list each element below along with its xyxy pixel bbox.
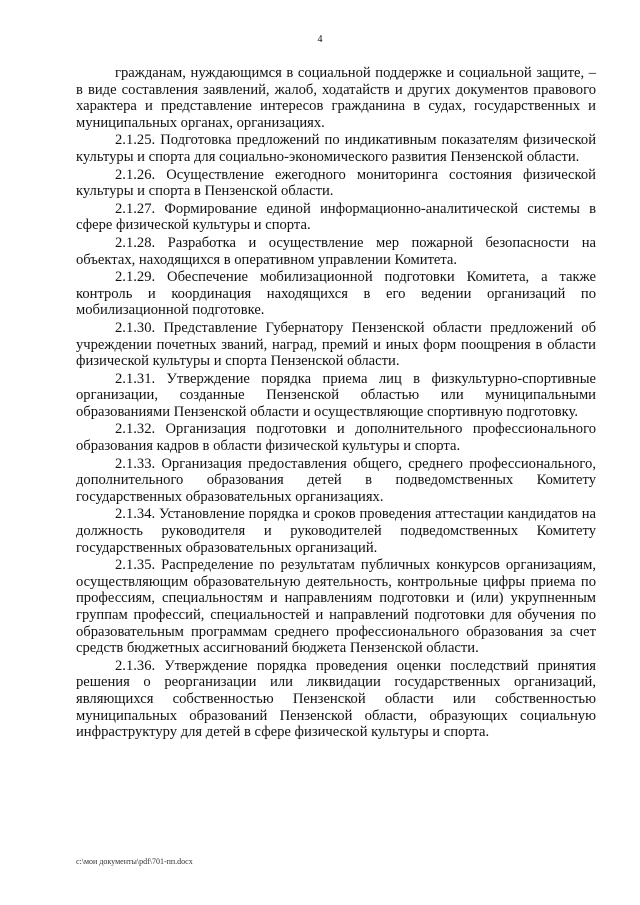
paragraph-2-1-36: 2.1.36. Утверждение порядка проведения оценки последствий принятия решения о реорганизации или ликвидации государственных организаций, являющихся собственностью Пензенской области или собственностью муниципальных образований Пензенской области, образующих социальную инфраструктуру для детей в сфере физической культуры и спорта. [76,657,596,741]
footer-file-path: c:\мои документы\pdf\701-пп.docx [76,857,193,866]
paragraph-2-1-34: 2.1.34. Установление порядка и сроков проведения аттестации кандидатов на должность руководителя и руководителей подведомственных Комитету государственных образовательных организаций. [76,506,596,556]
paragraph-2-1-33: 2.1.33. Организация предоставления общего, среднего профессионального, дополнительного образования детей в подведомственных Комитету государственных образовательных организациях. [76,455,596,505]
paragraph-2-1-32: 2.1.32. Организация подготовки и дополнительного профессионального образования кадров в области физической культуры и спорта. [76,421,596,455]
paragraph-2-1-31: 2.1.31. Утверждение порядка приема лиц в физкультурно-спортивные организации, созданные Пензенской областью или муниципальными образованиями Пензенской области и осуществляющие спортивную подготовку. [76,370,596,420]
paragraph-2-1-25: 2.1.25. Подготовка предложений по индикативным показателям физической культуры и спорта для социально-экономического развития Пензенской области. [76,132,596,165]
paragraph-2-1-30: 2.1.30. Представление Губернатору Пензенской области предложений об учреждении почетных званий, наград, премий и иных форм поощрения в области физической культуры и спорта Пензенской области. [76,319,596,370]
paragraph-2-1-28: 2.1.28. Разработка и осуществление мер пожарной безопасности на объектах, находящихся в оперативном управлении Комитета. [76,234,596,268]
paragraph-2-1-26: 2.1.26. Осуществление ежегодного мониторинга состояния физической культуры и спорта в Пензенской области. [76,166,596,200]
paragraph-2-1-35: 2.1.35. Распределение по результатам публичных конкурсов организациям, осуществляющим образовательную деятельность, контрольные цифры приема по профессиям, специальностям и направлениям подготовки и (или) укрупненным группам профессий, специальностей и направлений подготовки для обучения по образовательным программам среднего профессионального образования за счет средств бюджетных ассигнований бюджета Пензенской области. [76,557,596,657]
paragraph-2-1-27: 2.1.27. Формирование единой информационно-аналитической системы в сфере физической культуры и спорта. [76,200,596,234]
paragraph-2-1-29: 2.1.29. Обеспечение мобилизационной подготовки Комитета, а также контроль и координация находящихся в его ведении организаций по мобилизационной подготовке. [76,269,596,319]
paragraph-continuation: гражданам, нуждающимся в социальной поддержке и социальной защите, – в виде составления заявлений, жалоб, ходатайств и других документов правового характера и представление интересов гражданина в судах, государственных и муниципальных органах, организациях. [76,65,596,131]
page-number: 4 [317,34,323,45]
document-body [76,65,596,742]
